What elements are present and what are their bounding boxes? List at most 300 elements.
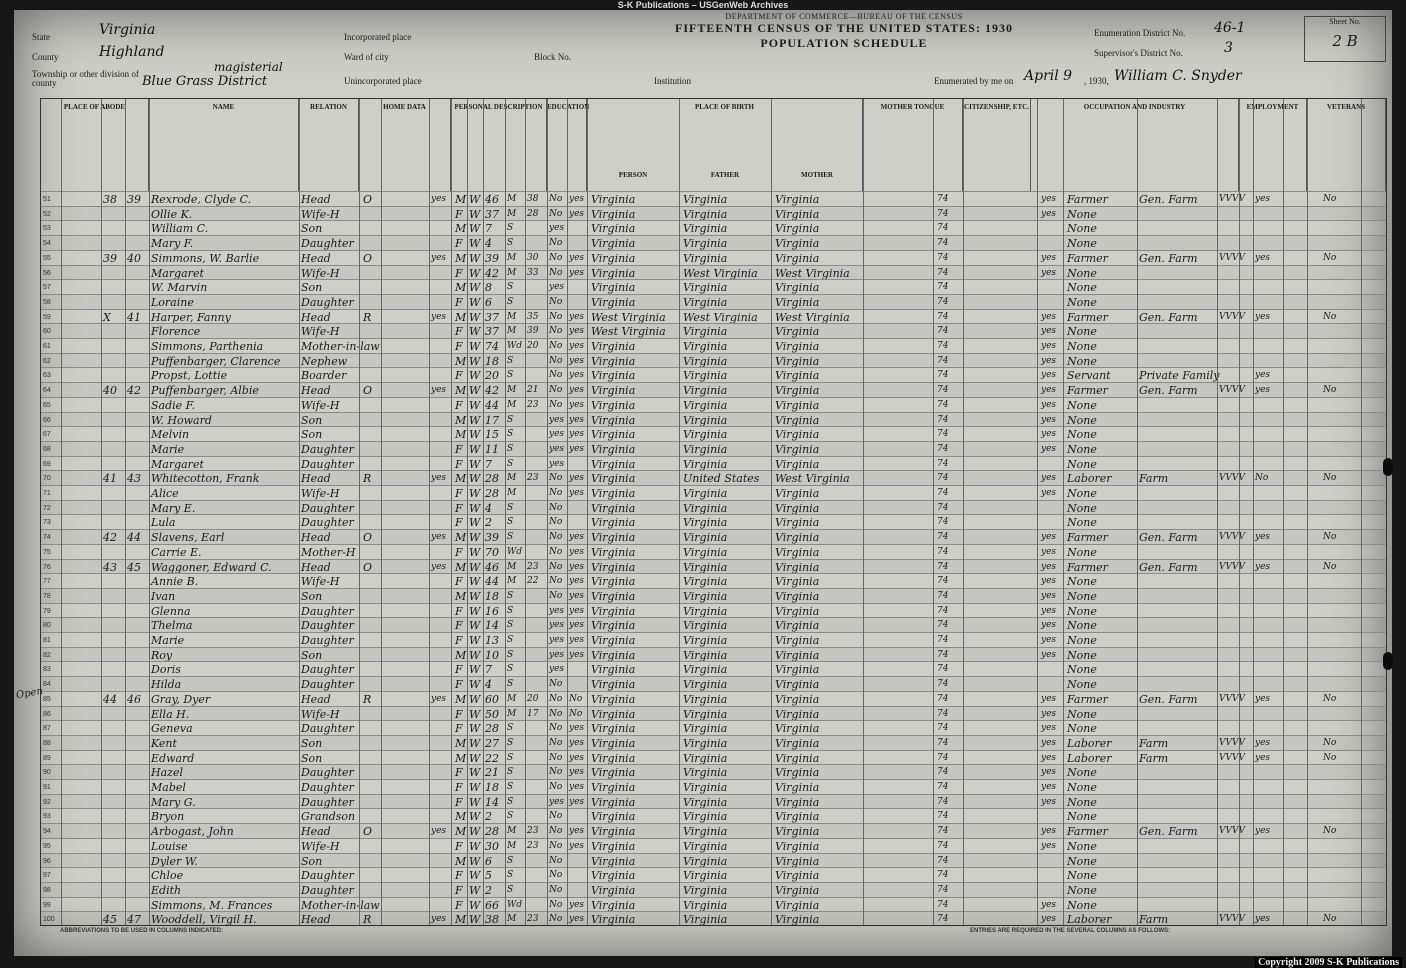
cell-occ: None [1067,325,1097,339]
cell-bp: Virginia [591,736,636,750]
cell-race: W [469,545,481,559]
enumerator-name: William C. Snyder [1114,68,1242,84]
cell-name: Mabel [151,781,186,794]
cell-emp: yes [1255,252,1271,263]
cell-line: 77 [43,578,51,586]
cell-cls: VVVV [1219,252,1245,263]
cell-occ: None [1067,766,1097,780]
cell-code: 74 [937,399,949,410]
enumerated-label: Enumerated by me on [934,76,1014,86]
cell-name: Louise [151,839,188,853]
cell-race: W [469,237,481,251]
cell-occ: Farmer [1067,193,1108,206]
enumerated-date: April 9 [1024,68,1073,84]
cell-rd: yes [569,399,585,410]
cell-name: Edward [151,751,195,765]
cell-mbp: Virginia [775,604,820,618]
cell-sex: F [455,707,463,721]
supervisor-value: 3 [1224,40,1233,56]
cell-line: 85 [43,695,51,703]
cell-ms: M [507,826,517,837]
cell-name: Margaret [151,457,204,471]
cell-name: Roy [151,648,173,662]
township-value: Blue Grass District [142,74,268,89]
cell-sch: No [549,782,563,792]
cell-ms: S [507,370,514,381]
cell-en: yes [1041,914,1057,925]
cell-rd: yes [569,620,585,631]
cell-name: Florence [151,325,201,339]
col-employment: EMPLOYMENT [1239,99,1307,191]
cell-bp: Virginia [591,266,636,280]
cell-emp: yes [1255,194,1271,204]
column-rule [587,99,588,925]
cell-bp: Virginia [591,781,636,794]
cell-rel: Head [301,913,331,927]
cell-race: W [469,619,481,633]
cell-race: W [469,398,481,412]
cell-sch: yes [549,429,565,440]
cell-rel: Wife-H [301,575,340,589]
cell-sch: No [549,590,563,601]
cell-sch: No [549,723,563,734]
cell-emp: yes [1255,737,1271,748]
table-row [41,426,1386,442]
cell-race: W [469,781,481,794]
cell-ind: Gen. Farm [1139,193,1198,206]
cell-mbp: Virginia [775,340,820,353]
cell-rel: Daughter [301,781,354,794]
cell-sex: F [455,619,463,633]
col-birth-mother: MOTHER [801,171,833,179]
cell-rd: yes [569,326,585,337]
cell-fbp: Virginia [683,766,728,780]
cell-rd: yes [569,385,585,396]
cell-occ: Farmer [1067,692,1108,706]
cell-bp: Virginia [591,545,636,559]
cell-age: 50 [485,707,499,721]
cell-sch: No [549,811,563,822]
cell-fbp: Virginia [683,413,728,427]
cell-mbp: Virginia [775,810,820,824]
cell-mbp: Virginia [775,295,820,309]
cell-rd: yes [569,590,585,601]
cell-mbp: Virginia [775,869,820,883]
cell-code: 74 [937,796,949,807]
cell-sch: No [549,194,563,204]
cell-home: O [363,825,373,839]
cell-ms: S [507,238,514,249]
cell-ms: S [507,414,514,425]
cell-rd: yes [569,341,585,351]
cell-bp: Virginia [591,251,636,265]
cell-code: 74 [937,488,949,498]
cell-fbp: Virginia [683,854,728,868]
cell-name: Wooddell, Virgil H. [151,913,257,927]
cell-sex: M [455,413,467,427]
cell-name: Margaret [151,266,204,280]
cell-sex: M [455,751,467,765]
cell-rel: Daughter [301,766,354,780]
column-rule [359,99,360,925]
cell-bp: Virginia [591,501,636,515]
cell-fbp: Virginia [683,531,728,545]
cell-line: 92 [43,798,51,806]
cell-sex: F [455,766,463,780]
cell-name: Mary E. [151,501,196,515]
cell-fbp: Virginia [683,193,728,206]
cell-sex: F [455,237,463,251]
cell-sch: No [549,238,563,249]
table-row [41,647,1386,663]
table-row [41,367,1386,383]
cell-fbp: Virginia [683,692,728,706]
cell-race: W [469,354,481,368]
cell-agm: 23 [527,840,539,851]
cell-line: 71 [43,490,51,497]
population-table [40,98,1387,926]
cell-name: Doris [151,663,181,677]
cell-fbp: Virginia [683,560,728,574]
cell-ms: M [507,385,517,396]
cell-fbp: Virginia [683,207,728,221]
cell-rel: Daughter [301,295,354,309]
cell-radio: yes [431,473,447,484]
cell-race: W [469,516,481,530]
cell-en: yes [1041,326,1057,337]
cell-rd: yes [569,723,585,734]
cell-rel: Son [301,648,323,662]
table-row [41,720,1386,736]
sheet-label: Sheet No. [1329,17,1361,26]
table-row [41,603,1386,619]
cell-mbp: Virginia [775,781,820,794]
table-row [41,485,1386,501]
cell-code: 74 [937,605,949,616]
cell-bp: Virginia [591,281,636,295]
cell-fbp: Virginia [683,825,728,839]
cell-bp: Virginia [591,692,636,706]
cell-fbp: Virginia [683,545,728,559]
cell-bp: Virginia [591,707,636,721]
cell-vet: No [1323,311,1337,322]
cell-agm: 30 [527,252,539,263]
cell-rel: Daughter [301,722,354,736]
cell-fam: 39 [127,193,141,206]
cell-en: yes [1041,708,1057,719]
cell-mbp: Virginia [775,883,820,897]
cell-race: W [469,193,481,206]
cell-sex: F [455,516,463,530]
column-rule [429,99,430,925]
cell-line: 63 [43,372,51,380]
cell-race: W [469,678,481,692]
cell-name: Gray, Dyer [151,692,211,706]
cell-en: yes [1041,341,1057,351]
cell-mbp: Virginia [775,501,820,515]
cell-sch: No [549,502,563,513]
binder-hole [1383,652,1393,670]
cell-sch: No [549,855,563,866]
cell-en: yes [1041,782,1057,792]
cell-fbp: Virginia [683,604,728,618]
cell-name: Sadie F. [151,398,196,412]
sheet-number-box [1304,16,1386,62]
cell-en: yes [1041,620,1057,631]
cell-fam: 44 [127,531,141,545]
cell-mbp: Virginia [775,384,820,398]
cell-agm: 23 [527,561,539,572]
cell-bp: Virginia [591,369,636,383]
cell-code: 74 [937,385,949,396]
cell-agm: 22 [527,576,539,587]
cell-ms: M [507,488,517,498]
cell-rel: Son [301,589,323,603]
cell-name: Hilda [151,678,182,692]
cell-age: 18 [485,781,499,794]
cell-sch: No [549,267,563,278]
cell-mbp: Virginia [775,722,820,736]
cell-code: 74 [937,664,949,675]
cell-bp: Virginia [591,222,636,236]
cell-emp: yes [1255,385,1271,396]
cell-emp: yes [1255,370,1271,381]
cell-occ: None [1067,501,1097,515]
cell-fbp: Virginia [683,722,728,736]
cell-race: W [469,413,481,427]
cell-race: W [469,472,481,486]
cell-fbp: Virginia [683,663,728,677]
cell-cls: VVVV [1219,826,1245,837]
cell-home: O [363,193,373,206]
cell-rd: yes [569,546,585,557]
cell-fbp: Virginia [683,295,728,309]
cell-emp: yes [1255,826,1271,837]
cell-code: 74 [937,590,949,601]
cell-line: 99 [43,901,51,909]
cell-sch: No [549,296,563,307]
cell-code: 74 [937,635,949,645]
cell-mbp: Virginia [775,575,820,589]
cell-sch: No [549,693,563,704]
cell-ms: M [507,473,517,484]
cell-race: W [469,663,481,677]
column-rule [525,99,526,925]
cell-en: yes [1041,752,1057,763]
cell-rd: yes [569,488,585,498]
table-row [41,250,1386,266]
cell-mbp: Virginia [775,281,820,295]
cell-emp: yes [1255,752,1271,763]
cell-name: Melvin [151,428,190,442]
cell-code: 74 [937,341,949,351]
cell-code: 74 [937,443,949,454]
table-row [41,794,1386,810]
cell-rd: yes [569,737,585,748]
cell-name: Propst, Lottie [151,369,228,383]
cell-dw: 42 [103,531,117,545]
cell-age: 17 [485,413,499,427]
cell-name: Ella H. [151,707,190,721]
col-mother-tongue: MOTHER TONGUE [863,99,963,191]
table-row [41,764,1386,780]
cell-bp: Virginia [591,604,636,618]
cell-rel: Grandson [301,810,356,824]
cell-line: 74 [43,534,51,542]
cell-sex: M [455,428,467,442]
cell-ms: S [507,429,514,440]
cell-sex: M [455,854,467,868]
cell-cls: VVVV [1219,194,1245,204]
cell-sch: No [549,708,563,719]
cell-rd: yes [569,840,585,851]
cell-ind: Farm [1139,913,1169,927]
cell-sex: M [455,281,467,295]
cell-name: Harper, Fanny [151,310,231,324]
cell-fbp: West Virginia [683,266,758,280]
cell-rd: yes [569,752,585,763]
table-row [41,323,1386,339]
block-label: Block No. [534,52,571,62]
cell-name: Simmons, M. Frances [151,898,273,912]
cell-name: William C. [151,222,209,236]
cell-sch: yes [549,414,565,425]
cell-code: 74 [937,840,949,851]
cell-bp: Virginia [591,663,636,677]
cell-occ: None [1067,340,1097,353]
cell-ms: S [507,679,514,690]
cell-mbp: West Virginia [775,266,850,280]
cell-en: yes [1041,429,1057,440]
cell-agm: 39 [527,326,539,337]
cell-sex: F [455,869,463,883]
cell-race: W [469,457,481,471]
cell-ms: M [507,561,517,572]
cell-ms: S [507,649,514,660]
cell-race: W [469,310,481,324]
cell-occ: None [1067,237,1097,251]
form-dept: DEPARTMENT OF COMMERCE—BUREAU OF THE CENSUS [725,12,963,21]
cell-ms: M [507,708,517,719]
cell-fam: 40 [127,251,141,265]
cell-occ: Laborer [1067,736,1112,750]
cell-age: 28 [485,825,499,839]
cell-ms: S [507,870,514,881]
cell-ms: Wd [507,546,523,557]
cell-vet: No [1323,826,1337,837]
cell-radio: yes [431,194,447,204]
table-row [41,441,1386,457]
cell-sex: M [455,648,467,662]
cell-occ: None [1067,207,1097,221]
cell-age: 15 [485,428,499,442]
column-rule [1239,99,1240,925]
cell-emp: yes [1255,532,1271,543]
cell-sex: F [455,575,463,589]
cell-en: yes [1041,194,1057,204]
cell-rel: Daughter [301,501,354,515]
col-place-of-birth-label: PLACE OF BIRTH [694,103,754,111]
cell-sex: F [455,634,463,647]
cell-cls: VVVV [1219,693,1245,704]
cell-age: 39 [485,251,499,265]
cell-sch: No [549,870,563,881]
cell-en: yes [1041,311,1057,322]
table-row [41,897,1386,913]
cell-line: 95 [43,842,51,850]
cell-radio: yes [431,252,447,263]
cell-line: 53 [43,225,51,233]
cell-rel: Wife-H [301,487,340,500]
cell-code: 74 [937,576,949,587]
cell-bp: Virginia [591,575,636,589]
cell-name: Geneva [151,722,193,736]
cell-occ: Farmer [1067,384,1108,398]
cell-sex: F [455,266,463,280]
column-rule [547,99,548,925]
cell-agm: 23 [527,399,539,410]
cell-age: 44 [485,575,499,589]
cell-rd: yes [569,267,585,278]
cell-rd: yes [569,782,585,792]
cell-name: Thelma [151,619,193,633]
cell-name: Mary F. [151,237,194,251]
cell-sch: No [549,326,563,337]
col-relation: RELATION [299,99,359,191]
cell-dw: 39 [103,251,117,265]
cell-bp: Virginia [591,237,636,251]
cell-sch: No [549,252,563,263]
cell-fbp: Virginia [683,457,728,471]
cell-agm: 33 [527,267,539,278]
cell-race: W [469,648,481,662]
cell-sch: yes [549,649,565,660]
cell-rd: No [569,693,583,704]
cell-rd: yes [569,370,585,381]
cell-line: 52 [43,210,51,218]
cell-name: Arbogast, John [151,825,234,839]
cell-ms: M [507,326,517,337]
cell-rd: yes [569,649,585,660]
cell-home: O [363,384,373,398]
cell-name: W. Howard [151,413,212,427]
cell-rel: Wife-H [301,325,340,339]
cell-ms: M [507,311,517,322]
cell-sex: F [455,898,463,912]
cell-cls: VVVV [1219,385,1245,396]
cell-rd: yes [569,429,585,440]
cell-code: 74 [937,194,949,204]
cell-line: 51 [43,196,51,203]
cell-race: W [469,589,481,603]
cell-rel: Daughter [301,442,354,456]
cell-rel: Daughter [301,237,354,251]
cell-dw: 41 [103,472,117,486]
cell-sex: M [455,560,467,574]
top-banner: S-K Publications – USGenWeb Archives [617,0,789,10]
table-row [41,338,1386,354]
cell-sex: F [455,325,463,339]
cell-fam: 41 [127,310,141,324]
form-title: FIFTEENTH CENSUS OF THE UNITED STATES: 1930 [675,21,1013,35]
cell-bp: Virginia [591,810,636,824]
cell-occ: None [1067,413,1097,427]
cell-rel: Head [301,531,331,545]
table-row [41,265,1386,281]
cell-line: 100 [43,916,55,924]
cell-bp: Virginia [591,487,636,500]
cell-sch: No [549,473,563,484]
